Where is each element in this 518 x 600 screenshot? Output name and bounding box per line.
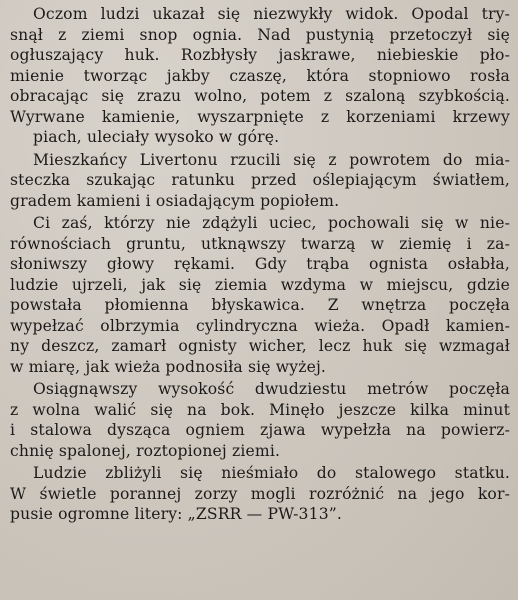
- text-line: Mieszkańcy Livertonu rzucili się z powrotem do mia-: [33, 150, 510, 169]
- text-line: Wyrwane kamienie, wyszarpnięte z korzeniami krzewy: [10, 107, 510, 126]
- paragraph-5: [10, 463, 510, 525]
- text-line: Ci zaś, którzy nie zdążyli uciec, pochowali się w nie-: [33, 214, 510, 232]
- paragraph-1: [10, 4, 510, 148]
- text-line: Osiągnąwszy wysokość dwudziestu metrów poczęła: [33, 380, 510, 398]
- paragraph-3: [10, 213, 510, 377]
- text-line: i stalowa dysząca ogniem zjawa wypełzła na powierz-: [10, 421, 510, 439]
- text-line: ny deszcz, zamarł ognisty wicher, lecz huk się wzmagał: [10, 337, 510, 355]
- text-line: gradem kamieni i osiadającym popiołem.: [10, 191, 340, 210]
- text-line: słoniwszy głowy rękami. Gdy trąba ognista osłabła,: [10, 255, 510, 273]
- text-line: mienie tworząc jakby czaszę, która stopniowo rosła: [10, 66, 510, 85]
- text-line: w miarę, jak wieża podnosiła się wyżej.: [10, 357, 327, 376]
- paragraph-4: [10, 379, 510, 461]
- text-line: wypełzać olbrzymia cylindryczna wieża. Opadł kamien-: [10, 316, 510, 335]
- text-line: steczka szukając ratunku przed oślepiającym światłem,: [10, 171, 510, 189]
- paragraph-2: [10, 150, 510, 212]
- text-line: obracając się zrazu wolno, potem z szaloną szybkością.: [10, 87, 510, 105]
- text-line: chnię spalonej, roztopionej ziemi.: [10, 441, 281, 460]
- text-line: z wolna walić się na bok. Minęło jeszcze kilka minut: [10, 400, 510, 419]
- text-line: równościach gruntu, utknąwszy twarzą w ziemię i za-: [10, 234, 510, 253]
- text-line: ogłuszający huk. Rozbłysły jaskrawe, niebieskie pło-: [10, 46, 510, 64]
- text-line: Ludzie zbliżyli się nieśmiało do stalowego statku.: [33, 464, 510, 482]
- text-line: snął z ziemi snop ognia. Nad pustynią przetoczył się: [10, 25, 510, 44]
- text-line: piach, uleciały wysoko w górę.: [33, 128, 280, 146]
- text-line: powstała płomienna błyskawica. Z wnętrza poczęła: [10, 296, 510, 314]
- text-line: ludzie ujrzeli, jak się ziemia wzdyma w miejscu, gdzie: [10, 275, 510, 294]
- text-line: Oczom ludzi ukazał się niezwykły widok. Opodal try-: [33, 5, 510, 23]
- text-line: pusie ogromne litery: „ZSRR — PW-313”.: [10, 505, 343, 523]
- text-line: W świetle porannej zorzy mogli rozróżnić na jego kor-: [10, 484, 510, 503]
